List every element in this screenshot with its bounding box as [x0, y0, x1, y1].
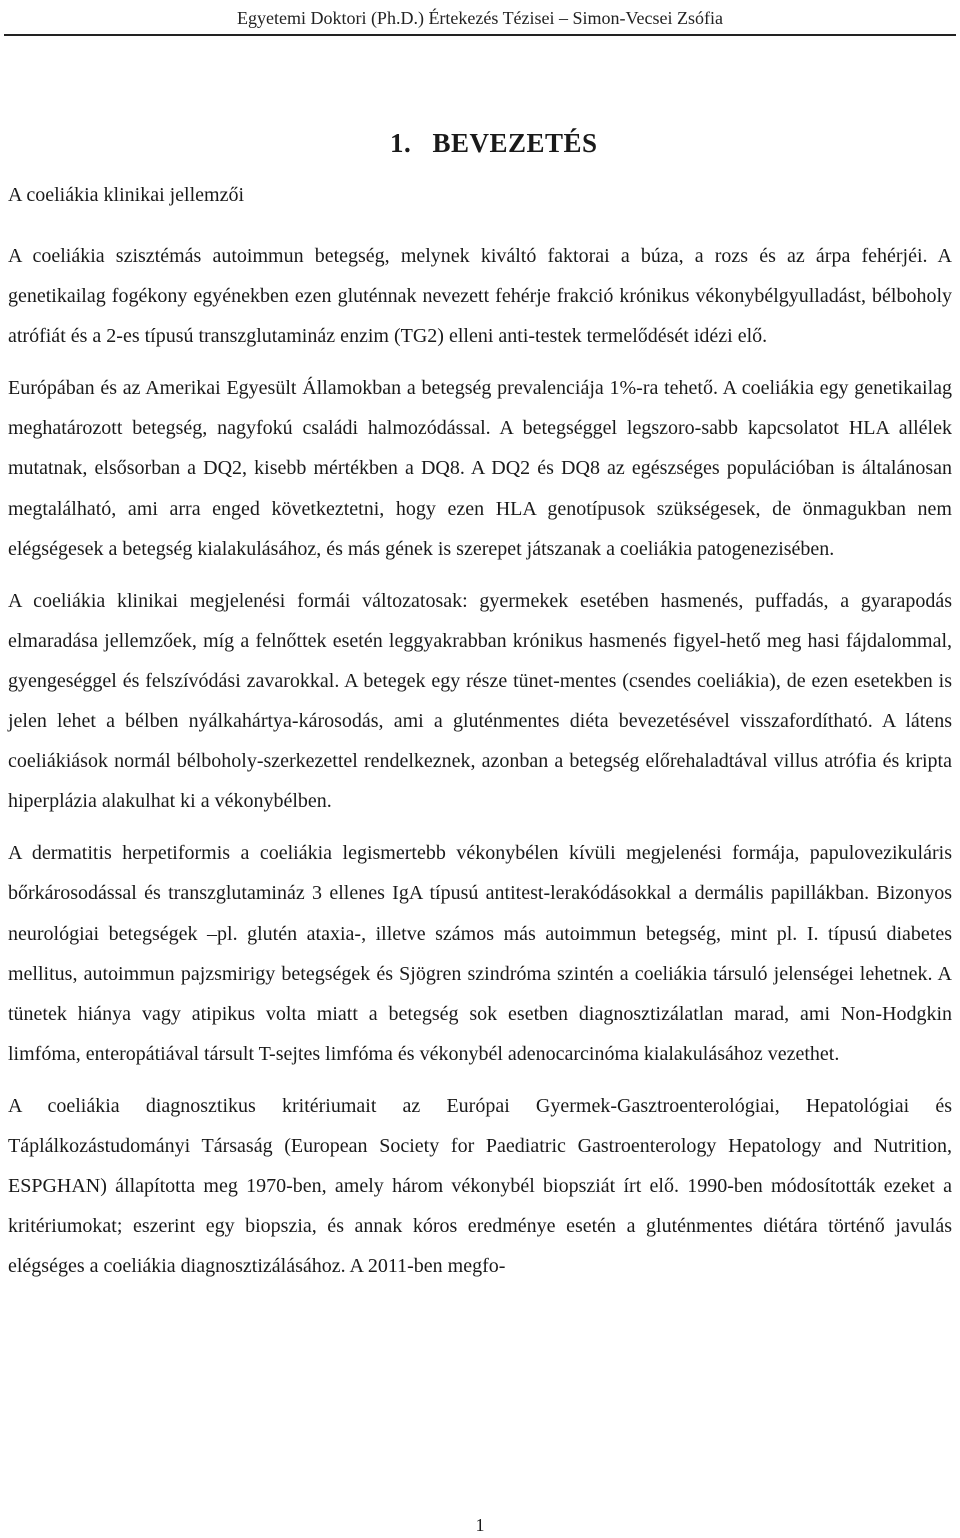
paragraph: A coeliákia szisztémás autoimmun betegség, melynek kiváltó faktorai a búza, a rozs és az árpa fehérjéi. A genetikailag fogékony egyénekben ezen gluténnak nevezett fehérje frakció krónikus vékonybélgyulladást, bélboholy atrófiát és a 2-es típusú transzglutamináz enzim (TG2) elleni anti-testek termelődését idézi elő. — [8, 245, 952, 348]
paragraph: A coeliákia klinikai megjelenési formái változatosak: gyermekek esetében hasmenés, puffadás, a gyarapodás elmaradása jellemzőek, míg a felnőttek esetén leggyakrabban krónikus hasmenés figyel-hető meg hasi fájdalommal, gyengeséggel és felszívódási zavarokkal. A betegek egy része tünet-mentes (csendes coeliákia), de ezen esetekben is jelen lehet a bélben nyálkahártya-károsodás, ami a gluténmentes diéta bevezetésével visszafordítható. A látens coeliákiások normál bélboholy-szerkezettel rendelkeznek, azonban a betegség előrehaladtával villus atrófia és kripta hiperplázia alakulhat ki a vékonybélben. — [8, 589, 952, 813]
paragraph: A dermatitis herpetiformis a coeliákia legismertebb vékonybélen kívüli megjelenési formája, papulovezikuláris bőrkárosodással és transzglutamináz 3 ellenes IgA típusú antitest-lerakódásokkal a dermális papillákban. Bizonyos neurológiai betegségek –pl. glutén ataxia-, illetve számos más autoimmun betegség, mint pl. I. típusú diabetes mellitus, autoimmun pajzsmirigy betegségek és Sjögren szindróma szintén a coeliákia társuló jelenségei lehetnek. A tünetek hiánya vagy atipikus volta miatt a betegség sok esetben diagnosztizálatlan marad, ami Non-Hodgkin limfóma, enteropátiával társult T-sejtes limfóma és vékonybél adenocarcinóma kialakulásához vezethet. — [8, 842, 952, 1065]
page-number: 1 — [475, 1515, 485, 1535]
running-header: Egyetemi Doktori (Ph.D.) Értekezés Tézisei – Simon-Vecsei Zsófia — [236, 8, 724, 28]
paragraph: A coeliákia diagnosztikus kritériumait az Európai Gyermek-Gasztroenterológiai, Hepatológiai és Táplálkozástudományi Társaság (European Society for Paediatric Gastroenterology Hepatology and Nutrition, ESPGHAN) állapította meg 1970-ben, amely három vékonybél biopsziát írt elő. 1990-ben módosították ezeket a kritériumokat; eszerint egy biopszia, és annak kóros eredménye esetén a gluténmentes diétára történő javulás elégséges a coeliákia diagnosztizálásához. A 2011-ben megfo- — [8, 1094, 952, 1278]
paragraph: Európában és az Amerikai Egyesült Államokban a betegség prevalenciája 1%-ra tehető. A coeliákia egy genetikailag meghatározott betegség, nagyfokú családi halmozódással. A betegséggel legszoro-sabb kapcsolatot HLA allélek mutatnak, elsősorban a DQ2, kisebb mértékben a DQ8. A DQ2 és DQ8 az egészséges populációban is általánosan megtalálható, ami arra enged következtetni, hogy ezen HLA genotípusok szükségesek, de önmagukban nem elégségesek a betegség kialakulásához, és más gének is szerepet játszanak a coeliákia patogenezisében. — [8, 377, 952, 560]
section-subtitle: A coeliákia klinikai jellemzői — [8, 184, 245, 206]
body-text — [8, 236, 952, 1298]
chapter-title: 1. BEVEZETÉS — [390, 128, 598, 158]
header-divider — [4, 34, 956, 36]
